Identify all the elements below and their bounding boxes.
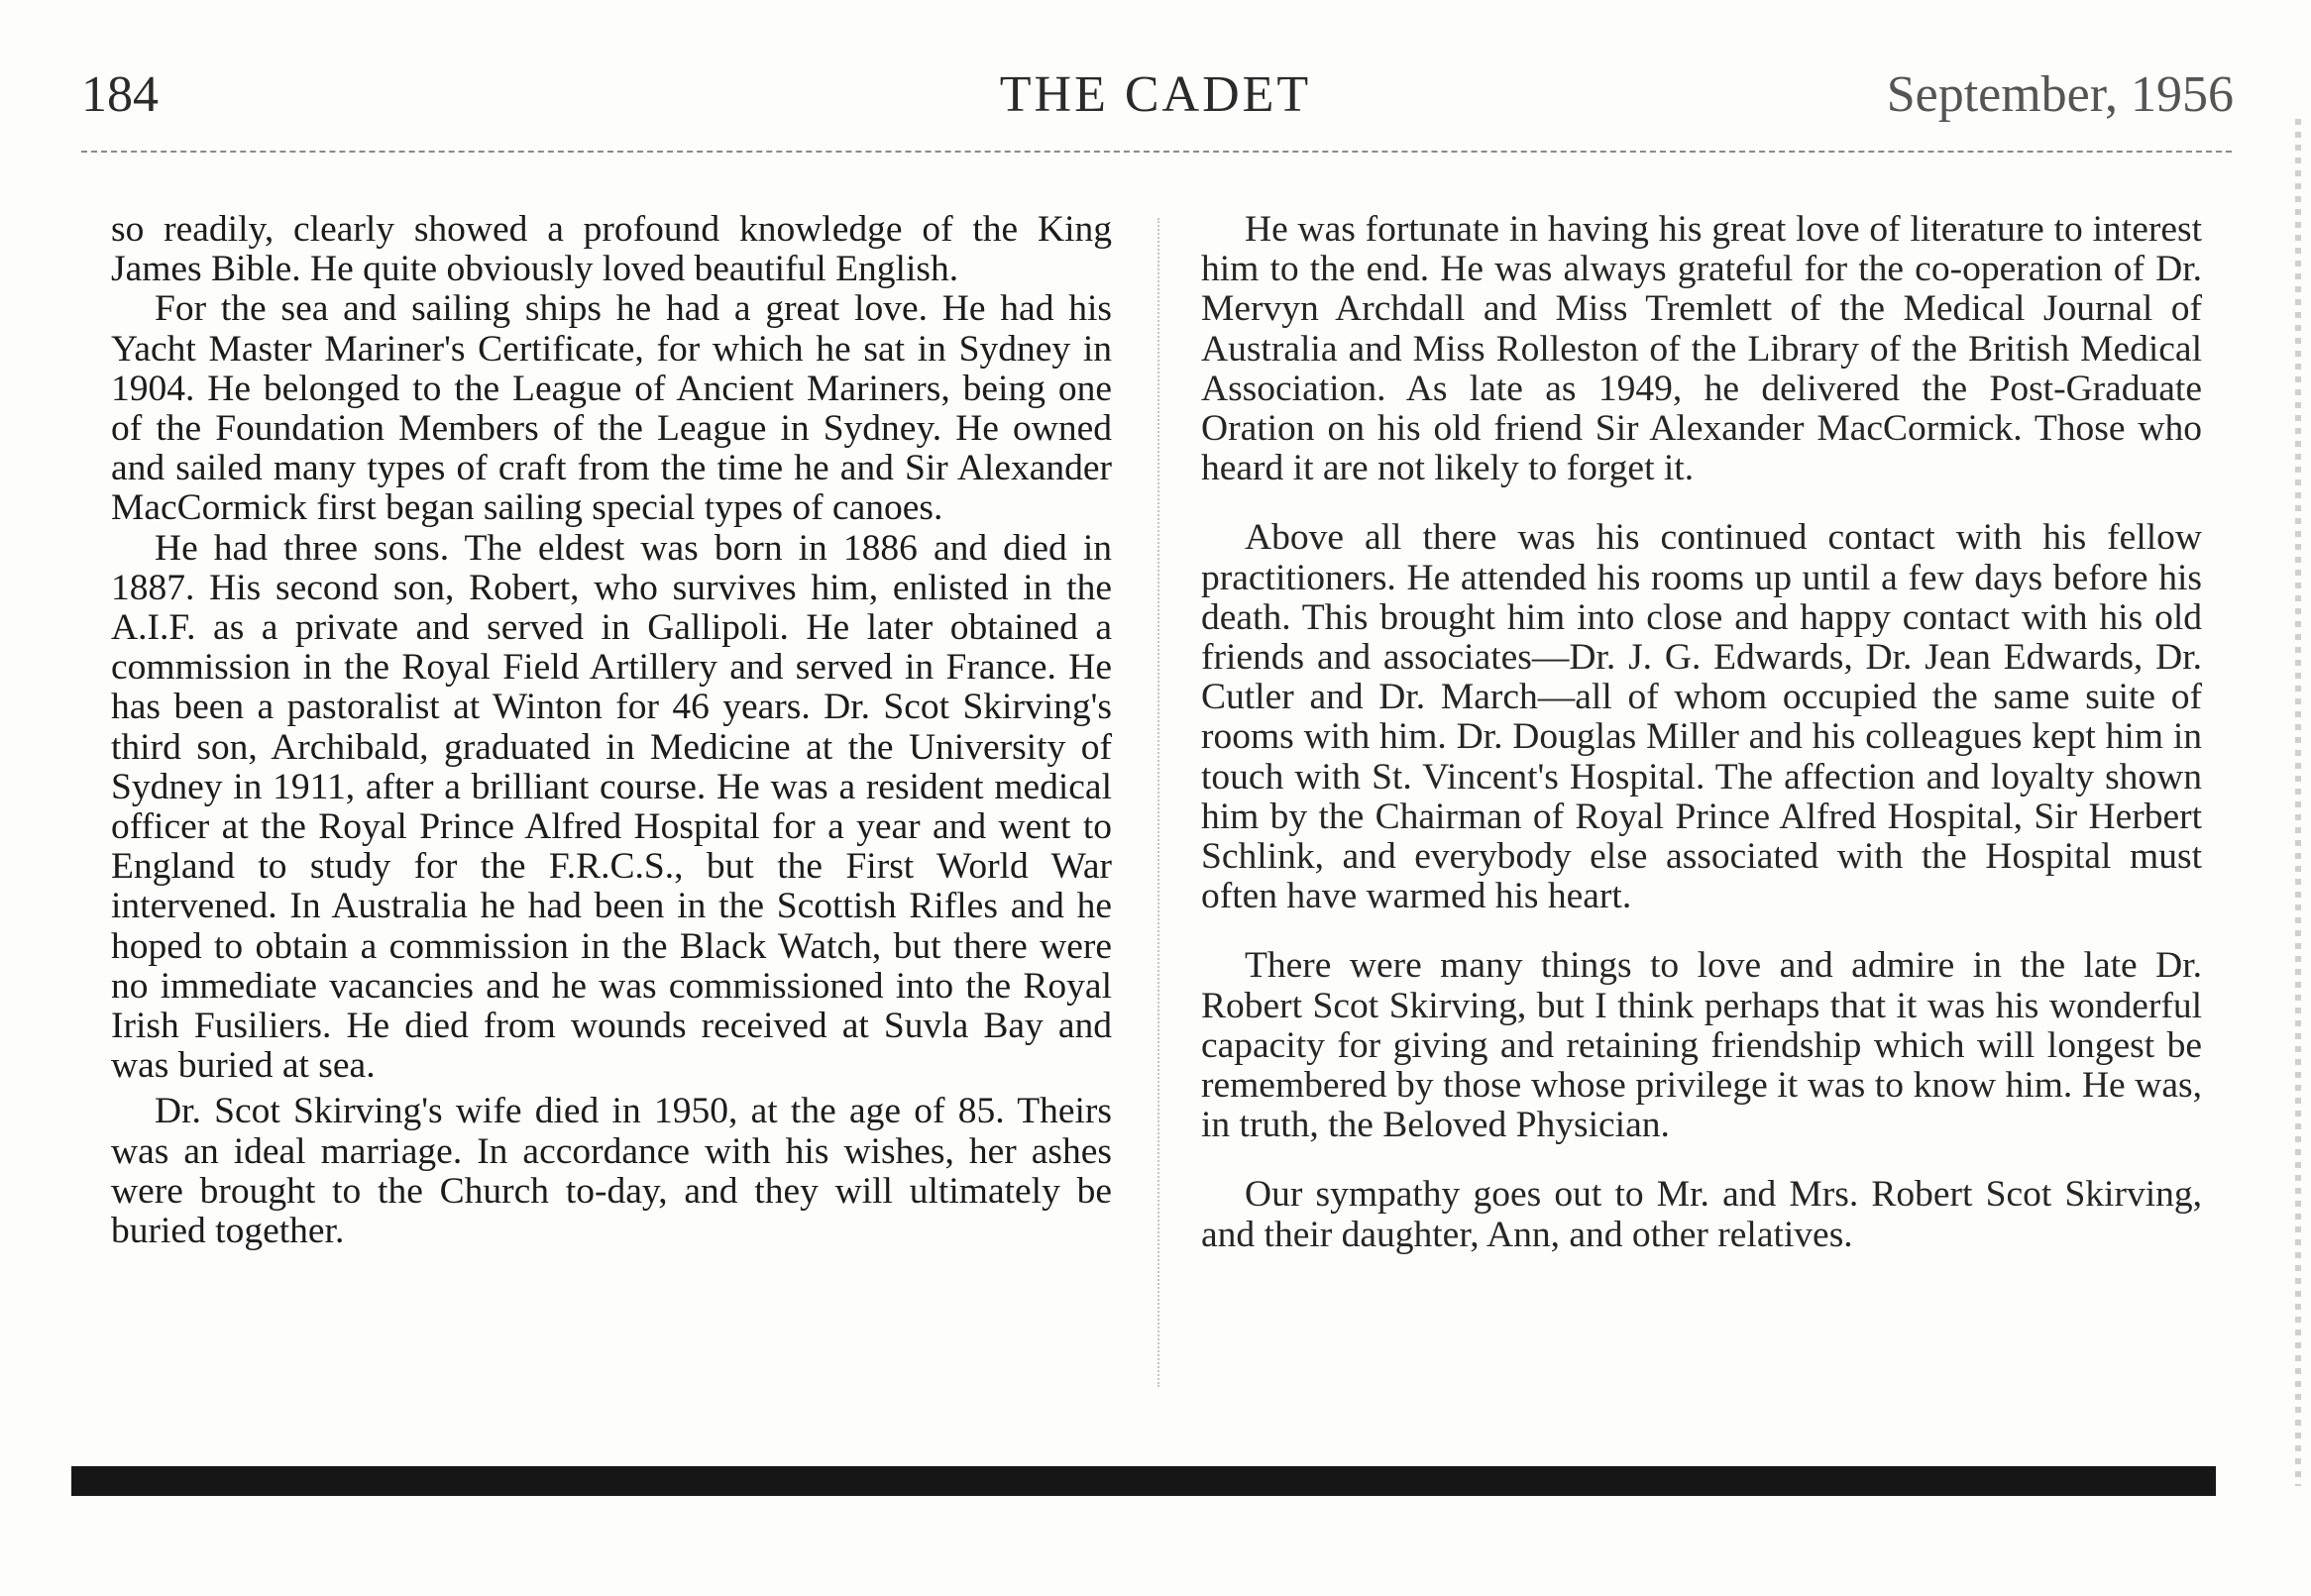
scan-edge <box>2295 119 2301 1486</box>
header-rule <box>81 151 2232 153</box>
paragraph: Our sympathy goes out to Mr. and Mrs. Robert Scot Skirving, and their daughter, Ann, and other relatives. <box>1201 1174 2202 1255</box>
right-column <box>1201 210 2202 1255</box>
paragraph: so readily, clearly showed a profound knowledge of the King James Bible. He quite obviously loved beautiful English. <box>111 209 1112 290</box>
footer-rule <box>71 1466 2216 1496</box>
column-divider <box>1157 218 1159 1387</box>
publication-title: THE CADET <box>999 66 1312 123</box>
page-number: 184 <box>81 66 159 123</box>
left-column <box>111 210 1112 1251</box>
paragraph: Above all there was his continued contact with his fellow practitioners. He attended his rooms up until a few days before his death. This brought him into close and happy contact with his old friends and associates—Dr. J. G. Edwards, Dr. Jean Edwards, Dr. Cutler and Dr. March—all of whom occupied the same suite of rooms with him. Dr. Douglas Miller and his colleagues kept him in touch with St. Vincent's Hospital. The affection and loyalty shown him by the Chairman of Royal Prince Alfred Hospital, Sir Herbert Schlink, and everybody else associated with the Hospital must often have warmed his heart. <box>1201 517 2202 917</box>
paragraph: There were many things to love and admire in the late Dr. Robert Scot Skirving, but I think perhaps that it was his wonderful capacity for giving and retaining friendship which will longest be remembered by those whose privilege it was to know him. He was, in truth, the Beloved Physician. <box>1201 945 2202 1146</box>
paragraph: Dr. Scot Skirving's wife died in 1950, at the age of 85. Theirs was an ideal marriage. In accordance with his wishes, her ashes were brought to the Church to-day, and they will ultimately be buried together. <box>111 1091 1112 1252</box>
paragraph: For the sea and sailing ships he had a great love. He had his Yacht Master Mariner's Certificate, for which he sat in Sydney in 1904. He belonged to the League of Ancient Mariners, being one of the Foundation Members of the League in Sydney. He owned and sailed many types of craft from the time he and Sir Alexander MacCormick first began sailing special types of canoes. <box>111 288 1112 529</box>
issue-date: September, 1956 <box>1886 66 2234 123</box>
paragraph: He had three sons. The eldest was born in 1886 and died in 1887. His second son, Robert, who survives him, enlisted in the A.I.F. as a private and served in Gallipoli. He later obtained a commission in the Royal Field Artillery and served in France. He has been a pastoralist at Winton for 46 years. Dr. Scot Skirving's third son, Archibald, graduated in Medicine at the University of Sydney in 1911, after a brilliant course. He was a resident medical officer at the Royal Prince Alfred Hospital for a year and went to England to study for the F.R.C.S., but the First World War intervened. In Australia he had been in the Scottish Rifles and he hoped to obtain a commission in the Black Watch, but there were no immediate vacancies and he was commissioned into the Royal Irish Fusiliers. He died from wounds received at Suvla Bay and was buried at sea. <box>111 527 1112 1087</box>
paragraph: He was fortunate in having his great love of literature to interest him to the end. He was always grateful for the co-operation of Dr. Mervyn Archdall and Miss Tremlett of the Medical Journal of Australia and Miss Rolleston of the Library of the British Medical Association. As late as 1949, he delivered the Post-Graduate Oration on his old friend Sir Alexander MacCormick. Those who heard it are not likely to forget it. <box>1201 209 2202 489</box>
